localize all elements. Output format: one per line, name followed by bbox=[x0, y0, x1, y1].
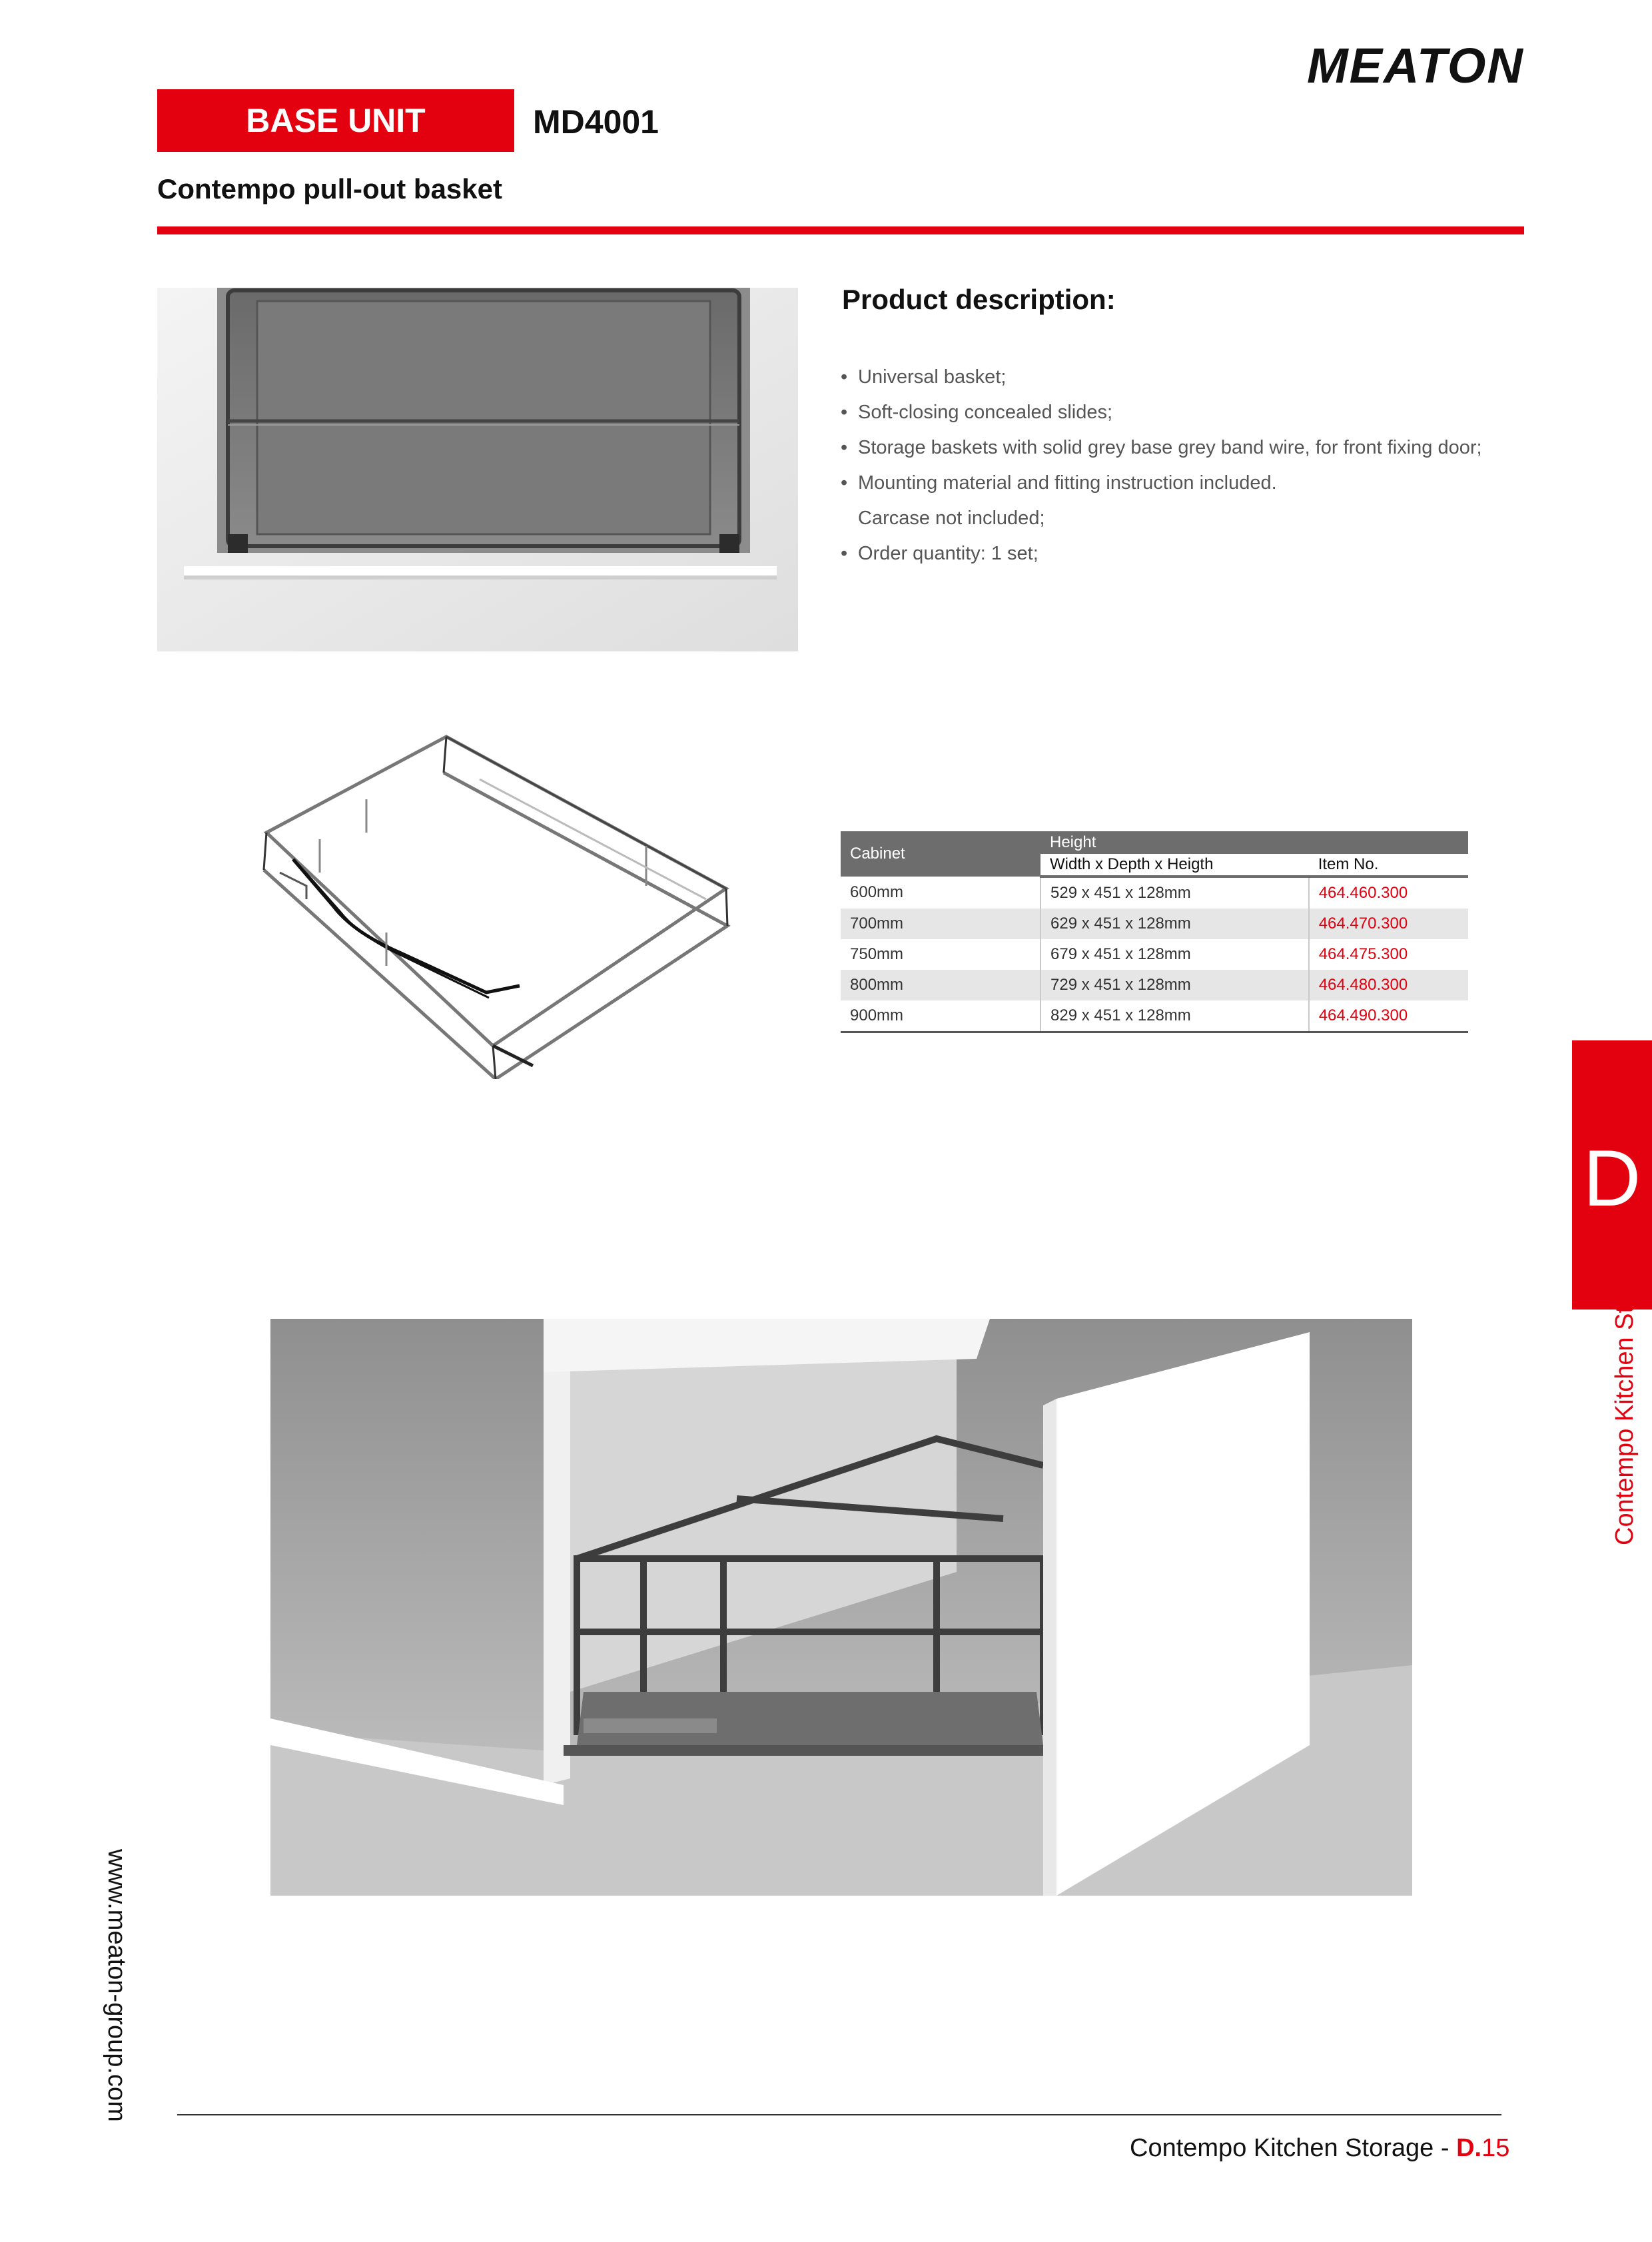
footer-page-number: 15 bbox=[1481, 2134, 1510, 2162]
basket-cabinet-render-image bbox=[270, 1319, 1412, 1896]
website-url: www.meaton-group.com bbox=[103, 1849, 131, 2122]
dims-cell: 529 x 451 x 128mm bbox=[1040, 877, 1309, 909]
footer-page-label bbox=[1130, 2134, 1509, 2163]
description-list bbox=[841, 360, 1507, 571]
dims-cell: 679 x 451 x 128mm bbox=[1040, 939, 1309, 970]
footer-divider bbox=[177, 2114, 1501, 2115]
chapter-label: Contempo Kitchen Storage bbox=[1611, 1241, 1639, 1545]
list-item: • Order quantity: 1 set; bbox=[841, 536, 1507, 571]
dims-cell: 829 x 451 x 128mm bbox=[1040, 1000, 1309, 1032]
column-header-height: Height bbox=[1040, 831, 1468, 854]
product-subtitle: Contempo pull-out basket bbox=[157, 173, 502, 204]
brand-logo: MEATON bbox=[1307, 38, 1524, 93]
cabinet-cell: 800mm bbox=[841, 970, 1040, 1000]
table-row bbox=[841, 909, 1468, 939]
cabinet-cell: 750mm bbox=[850, 945, 904, 963]
header-divider bbox=[157, 226, 1524, 234]
list-item: • Soft-closing concealed slides; bbox=[841, 395, 1507, 430]
dims-cell: 629 x 451 x 128mm bbox=[1040, 909, 1309, 939]
item-number-cell: 464.480.300 bbox=[1309, 970, 1468, 1000]
item-number-cell: 464.475.300 bbox=[1309, 939, 1468, 970]
item-number-cell: 464.470.300 bbox=[1309, 909, 1468, 939]
item-number-cell: 464.490.300 bbox=[1309, 1000, 1468, 1032]
chapter-letter: D bbox=[1583, 1134, 1641, 1223]
footer-separator: - bbox=[1434, 2134, 1457, 2162]
table-row bbox=[841, 970, 1468, 1000]
basket-top-view-image bbox=[157, 288, 798, 651]
table-row bbox=[841, 1000, 1468, 1032]
description-title: Product description: bbox=[842, 284, 1116, 315]
model-number: MD4001 bbox=[533, 103, 659, 141]
dims-cell: 729 x 451 x 128mm bbox=[1040, 970, 1309, 1000]
list-item: • Storage baskets with solid grey base grey band wire, for front fixing door; bbox=[841, 430, 1507, 466]
column-header-dims: Width x Depth x Heigth bbox=[1040, 854, 1309, 877]
item-number-cell: 464.460.300 bbox=[1309, 877, 1468, 909]
list-item: Carcase not included; bbox=[858, 508, 1045, 529]
basket-line-drawing bbox=[253, 733, 746, 1079]
list-item: • Universal basket; bbox=[841, 360, 1507, 395]
spec-table bbox=[841, 831, 1468, 1033]
column-header-cabinet: Cabinet bbox=[841, 831, 1040, 877]
cabinet-cell: 600mm bbox=[850, 883, 904, 901]
column-header-item: Item No. bbox=[1309, 854, 1468, 877]
footer-letter: D. bbox=[1456, 2134, 1482, 2162]
table-row bbox=[841, 939, 1468, 970]
cabinet-cell: 700mm bbox=[841, 909, 1040, 939]
list-item: • Mounting material and fitting instruction included. bbox=[841, 466, 1507, 501]
cabinet-cell: 900mm bbox=[841, 1000, 1040, 1032]
table-row bbox=[841, 877, 1468, 909]
footer-section: Contempo Kitchen Storage bbox=[1130, 2134, 1434, 2162]
section-tag: BASE UNIT bbox=[157, 89, 514, 152]
